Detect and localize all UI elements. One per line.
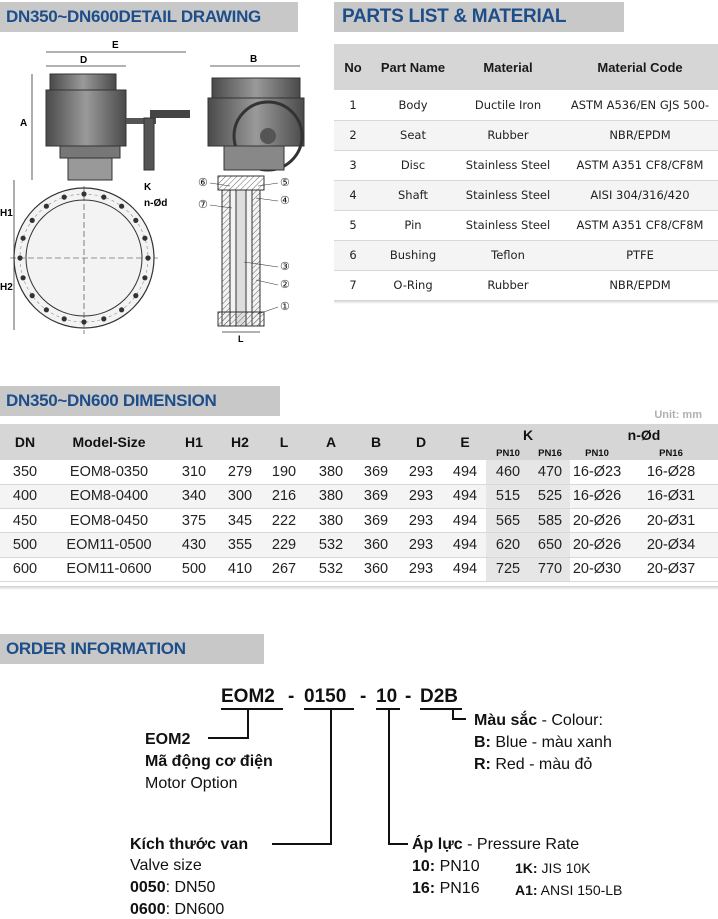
dimension-cell: 515 bbox=[486, 484, 530, 508]
parts-cell: NBR/EPDM bbox=[562, 270, 718, 300]
bolt-hole bbox=[142, 236, 147, 241]
bolt-hole bbox=[101, 316, 106, 321]
code-motor: EOM2 bbox=[221, 686, 275, 707]
bolt-hole bbox=[21, 236, 26, 241]
code-size: 0150 bbox=[304, 686, 347, 707]
dim-label-h1: H1 bbox=[0, 208, 13, 219]
dim-label-a: A bbox=[20, 118, 28, 129]
dim-col-d: D bbox=[398, 424, 444, 460]
dimension-cell: 585 bbox=[530, 509, 570, 533]
dimension-cell: EOM8-0350 bbox=[50, 460, 168, 484]
dimension-row bbox=[0, 557, 718, 581]
dimension-cell: 725 bbox=[486, 557, 530, 581]
parts-table bbox=[334, 44, 718, 301]
dimension-cell: 470 bbox=[530, 460, 570, 484]
dim-sub-nd-pn10: PN10 bbox=[570, 446, 624, 460]
underline-size bbox=[304, 708, 354, 710]
dimension-cell: 216 bbox=[260, 484, 308, 508]
dimension-cell: 340 bbox=[168, 484, 220, 508]
code-sep-3: - bbox=[405, 686, 412, 707]
dimension-cell: 267 bbox=[260, 557, 308, 581]
dimension-cell: 16-Ø28 bbox=[624, 460, 718, 484]
parts-section-header: PARTS LIST & MATERIAL bbox=[334, 2, 624, 32]
dimension-cell: 532 bbox=[308, 533, 354, 557]
code-sep-2: - bbox=[360, 686, 367, 707]
parts-cell: Shaft bbox=[372, 180, 454, 210]
size-dn50: 0050: DN50 bbox=[130, 879, 216, 896]
connector-colour-h bbox=[452, 718, 466, 720]
bolt-hole bbox=[30, 293, 35, 298]
parts-cell: 6 bbox=[334, 240, 372, 270]
bolt-hole bbox=[62, 316, 67, 321]
parts-cell: Stainless Steel bbox=[454, 210, 562, 240]
parts-row bbox=[334, 180, 718, 210]
callout-2: ② bbox=[280, 279, 290, 291]
pressure-pn16: 16: PN16 bbox=[412, 880, 480, 897]
dimension-cell: 494 bbox=[444, 484, 486, 508]
dimension-cell: 494 bbox=[444, 509, 486, 533]
parts-cell: ASTM A536/EN GJS 500- bbox=[562, 90, 718, 120]
callout-3: ③ bbox=[280, 261, 290, 273]
dimension-row bbox=[0, 484, 718, 508]
bolt-hole bbox=[133, 218, 138, 223]
connector-pressure-v bbox=[388, 708, 390, 844]
dimension-cell: 369 bbox=[354, 509, 398, 533]
parts-cell: Teflon bbox=[454, 240, 562, 270]
dimension-cell: 355 bbox=[220, 533, 260, 557]
dimension-cell: 229 bbox=[260, 533, 308, 557]
parts-cell: PTFE bbox=[562, 240, 718, 270]
valve-detail-drawing bbox=[0, 34, 330, 346]
dimension-cell: 293 bbox=[398, 460, 444, 484]
parts-cell: Bushing bbox=[372, 240, 454, 270]
parts-cell: 2 bbox=[334, 120, 372, 150]
dimension-cell: 20-Ø30 bbox=[570, 557, 624, 581]
dimension-cell: 293 bbox=[398, 533, 444, 557]
code-pressure: 10 bbox=[376, 686, 398, 707]
dimension-cell: EOM8-0450 bbox=[50, 509, 168, 533]
dimension-cell: 375 bbox=[168, 509, 220, 533]
front-body bbox=[10, 186, 158, 334]
dim-col-b: B bbox=[354, 424, 398, 460]
size-dn600: 0600: DN600 bbox=[130, 901, 225, 918]
parts-cell: 7 bbox=[334, 270, 372, 300]
parts-cell: Rubber bbox=[454, 120, 562, 150]
callout-4: ④ bbox=[280, 195, 290, 207]
dim-col-a: A bbox=[308, 424, 354, 460]
size-vn: Kích thước van bbox=[130, 836, 249, 853]
dimension-cell: 494 bbox=[444, 460, 486, 484]
bolt-hole bbox=[44, 307, 49, 312]
dimension-cell: 20-Ø37 bbox=[624, 557, 718, 581]
dim-col-h1: H1 bbox=[168, 424, 220, 460]
dimension-cell: 369 bbox=[354, 460, 398, 484]
dimension-cell: 600 bbox=[0, 557, 50, 581]
dimension-cell: 350 bbox=[0, 460, 50, 484]
bolt-hole bbox=[119, 204, 124, 209]
parts-cell: 4 bbox=[334, 180, 372, 210]
dimension-cell: 532 bbox=[308, 557, 354, 581]
code-colour: D2B bbox=[420, 686, 459, 707]
dimension-cell: 300 bbox=[220, 484, 260, 508]
colour-blue: B: Blue - màu xanh bbox=[474, 734, 612, 751]
parts-row bbox=[334, 240, 718, 270]
dim-sub-k-pn16: PN16 bbox=[530, 446, 570, 460]
dimension-cell: 190 bbox=[260, 460, 308, 484]
bolt-hole bbox=[133, 293, 138, 298]
dimension-table bbox=[0, 424, 718, 582]
motor-vn: Mã động cơ điện bbox=[145, 753, 273, 770]
dim-label-nd: n-Ød bbox=[144, 198, 168, 209]
dimension-cell: 16-Ø31 bbox=[624, 484, 718, 508]
dimension-cell: 20-Ø31 bbox=[624, 509, 718, 533]
order-section-header: ORDER INFORMATION bbox=[0, 634, 264, 664]
dimension-cell: 360 bbox=[354, 557, 398, 581]
motor-en: Motor Option bbox=[145, 775, 238, 792]
dim-col-dn: DN bbox=[0, 424, 50, 460]
parts-col-name: Part Name bbox=[372, 44, 454, 90]
dimension-cell: 16-Ø23 bbox=[570, 460, 624, 484]
colour-title: Màu sắc - Colour: bbox=[474, 712, 603, 729]
bolt-hole bbox=[119, 307, 124, 312]
parts-cell: 5 bbox=[334, 210, 372, 240]
pressure-ansi: A1: ANSI 150-LB bbox=[515, 882, 623, 898]
dimension-cell: 500 bbox=[0, 533, 50, 557]
dimension-cell: 650 bbox=[530, 533, 570, 557]
connector-size-v bbox=[330, 708, 332, 844]
dim-label-b: B bbox=[250, 54, 258, 65]
callout-5: ⑤ bbox=[280, 177, 290, 189]
parts-cell: 3 bbox=[334, 150, 372, 180]
dimension-cell: 430 bbox=[168, 533, 220, 557]
dim-label-e: E bbox=[112, 40, 119, 51]
pressure-pn10: 10: PN10 bbox=[412, 858, 480, 875]
callout-6: ⑥ bbox=[198, 177, 208, 189]
parts-cell: ASTM A351 CF8/CF8M bbox=[562, 150, 718, 180]
parts-table-shadow bbox=[334, 300, 718, 304]
size-en: Valve size bbox=[130, 857, 202, 874]
parts-cell: Stainless Steel bbox=[454, 150, 562, 180]
dimension-cell: 345 bbox=[220, 509, 260, 533]
dim-sub-nd-pn16: PN16 bbox=[624, 446, 718, 460]
parts-cell: 1 bbox=[334, 90, 372, 120]
dim-col-model: Model-Size bbox=[50, 424, 168, 460]
front-actuator bbox=[46, 74, 190, 180]
dimension-cell: 500 bbox=[168, 557, 220, 581]
drawing-section-header: DN350~DN600DETAIL DRAWING bbox=[0, 2, 298, 32]
callout-1: ① bbox=[280, 301, 290, 313]
parts-cell: Rubber bbox=[454, 270, 562, 300]
dim-col-k: K bbox=[486, 424, 570, 446]
underline-motor bbox=[221, 708, 283, 710]
dimension-cell: EOM11-0600 bbox=[50, 557, 168, 581]
dimension-table-shadow bbox=[0, 586, 718, 590]
parts-col-code: Material Code bbox=[562, 44, 718, 90]
bolt-hole bbox=[62, 195, 67, 200]
dim-sub-k-pn10: PN10 bbox=[486, 446, 530, 460]
dimension-cell: 369 bbox=[354, 484, 398, 508]
dim-col-l: L bbox=[260, 424, 308, 460]
callout-7: ⑦ bbox=[198, 199, 208, 211]
parts-cell: Stainless Steel bbox=[454, 180, 562, 210]
unit-label: Unit: mm bbox=[654, 409, 702, 421]
parts-cell: Disc bbox=[372, 150, 454, 180]
code-sep-1: - bbox=[288, 686, 295, 707]
colour-red: R: Red - màu đỏ bbox=[474, 756, 593, 773]
side-actuator bbox=[208, 78, 304, 170]
parts-row bbox=[334, 210, 718, 240]
pressure-jis: 1K: JIS 10K bbox=[515, 860, 591, 876]
dimension-cell: 222 bbox=[260, 509, 308, 533]
parts-cell: O-Ring bbox=[372, 270, 454, 300]
bolt-hole bbox=[30, 218, 35, 223]
dimension-cell: 380 bbox=[308, 484, 354, 508]
parts-cell: AISI 304/316/420 bbox=[562, 180, 718, 210]
parts-row bbox=[334, 150, 718, 180]
dimension-cell: 16-Ø26 bbox=[570, 484, 624, 508]
connector-motor-v bbox=[247, 708, 249, 738]
dimension-cell: 293 bbox=[398, 509, 444, 533]
dimension-cell: 400 bbox=[0, 484, 50, 508]
bolt-hole bbox=[44, 204, 49, 209]
parts-cell: Seat bbox=[372, 120, 454, 150]
dimension-cell: 770 bbox=[530, 557, 570, 581]
dimension-cell: 20-Ø26 bbox=[570, 509, 624, 533]
parts-cell: Ductile Iron bbox=[454, 90, 562, 120]
dimension-row bbox=[0, 533, 718, 557]
dimension-section-header: DN350~DN600 DIMENSION bbox=[0, 386, 280, 416]
dim-label-k: K bbox=[144, 182, 152, 193]
connector-size-h bbox=[272, 843, 332, 845]
underline-colour bbox=[420, 708, 462, 710]
dimension-cell: 20-Ø26 bbox=[570, 533, 624, 557]
dimension-cell: 410 bbox=[220, 557, 260, 581]
dim-label-l: L bbox=[238, 334, 244, 344]
dimension-row bbox=[0, 509, 718, 533]
side-body bbox=[218, 176, 264, 332]
dim-col-e: E bbox=[444, 424, 486, 460]
dimension-cell: 310 bbox=[168, 460, 220, 484]
dimension-cell: 460 bbox=[486, 460, 530, 484]
parts-col-material: Material bbox=[454, 44, 562, 90]
dimension-cell: 525 bbox=[530, 484, 570, 508]
connector-motor-h bbox=[208, 737, 249, 739]
dimension-cell: 360 bbox=[354, 533, 398, 557]
parts-cell: NBR/EPDM bbox=[562, 120, 718, 150]
bolt-hole bbox=[21, 275, 26, 280]
dim-col-h2: H2 bbox=[220, 424, 260, 460]
parts-cell: Body bbox=[372, 90, 454, 120]
dimension-cell: EOM8-0400 bbox=[50, 484, 168, 508]
parts-row bbox=[334, 270, 718, 300]
dim-label-d: D bbox=[80, 55, 88, 66]
parts-cell: Pin bbox=[372, 210, 454, 240]
parts-cell: ASTM A351 CF8/CF8M bbox=[562, 210, 718, 240]
parts-row bbox=[334, 90, 718, 120]
bolt-hole bbox=[142, 275, 147, 280]
parts-row bbox=[334, 120, 718, 150]
bolt-hole bbox=[101, 195, 106, 200]
dimension-cell: 450 bbox=[0, 509, 50, 533]
dimension-cell: 494 bbox=[444, 533, 486, 557]
dimension-cell: 293 bbox=[398, 484, 444, 508]
dimension-cell: 380 bbox=[308, 509, 354, 533]
dimension-row bbox=[0, 460, 718, 484]
parts-col-no: No bbox=[334, 44, 372, 90]
dimension-cell: 620 bbox=[486, 533, 530, 557]
dimension-cell: EOM11-0500 bbox=[50, 533, 168, 557]
dimension-cell: 494 bbox=[444, 557, 486, 581]
dimension-cell: 20-Ø34 bbox=[624, 533, 718, 557]
dimension-cell: 279 bbox=[220, 460, 260, 484]
motor-code: EOM2 bbox=[145, 731, 191, 748]
connector-pressure-h bbox=[388, 843, 408, 845]
dimension-cell: 380 bbox=[308, 460, 354, 484]
dimension-cell: 293 bbox=[398, 557, 444, 581]
dim-col-nd: n-Ød bbox=[570, 424, 718, 446]
pressure-title: Áp lực - Pressure Rate bbox=[412, 836, 580, 853]
dimension-cell: 565 bbox=[486, 509, 530, 533]
dim-label-h2: H2 bbox=[0, 282, 13, 293]
